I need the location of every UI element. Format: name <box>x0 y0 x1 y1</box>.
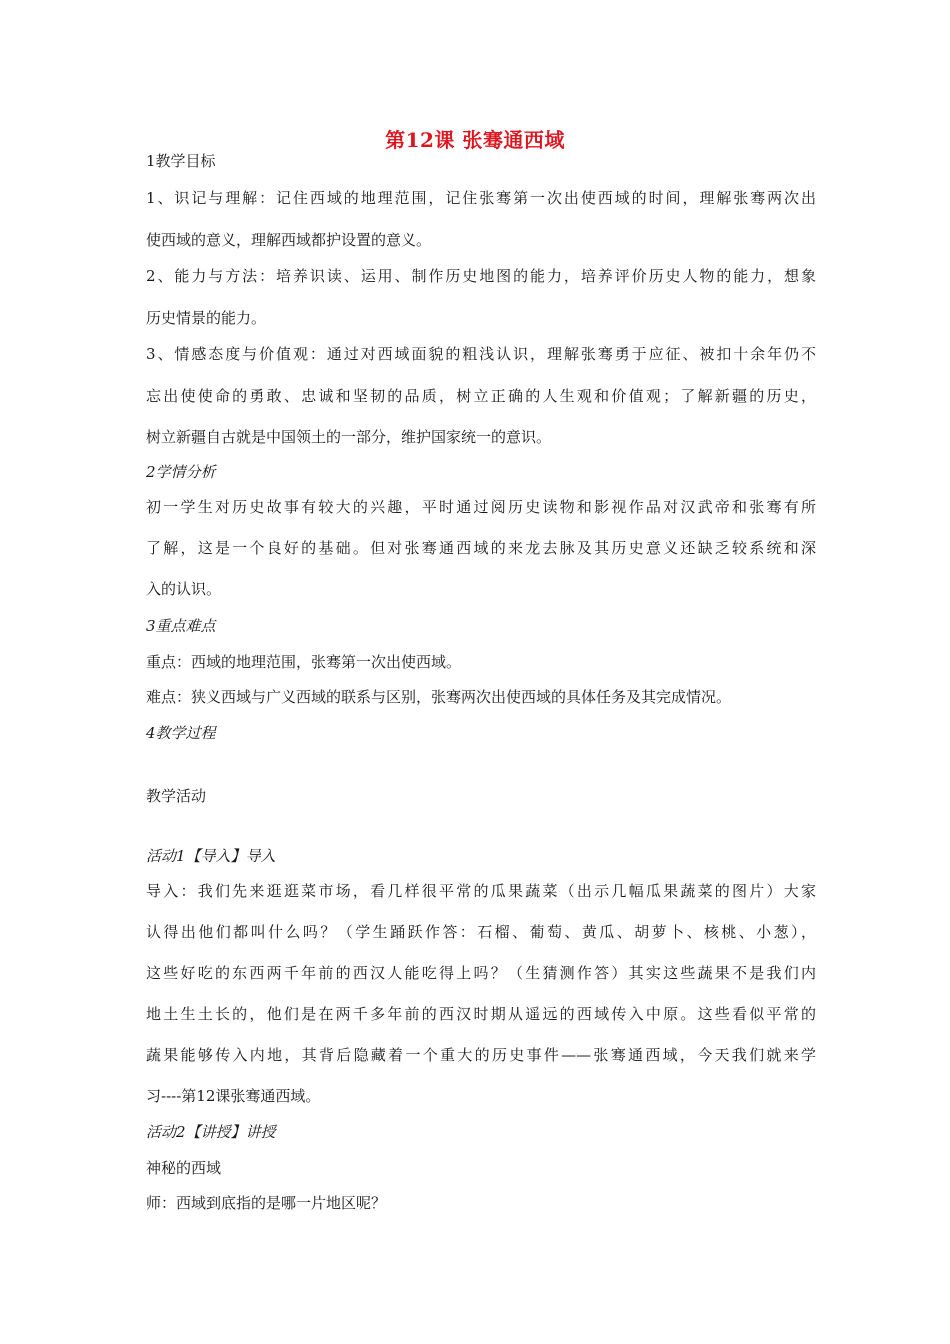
section-heading-key-points: 3重点难点 <box>146 617 216 635</box>
paragraph-line: 忘出使使命的勇敢、忠诚和坚韧的品质，树立正确的人生观和价值观；了解新疆的历史， <box>146 387 816 405</box>
subheading-mysterious-western-regions: 神秘的西域 <box>146 1159 222 1177</box>
section-heading-process: 4教学过程 <box>146 724 216 742</box>
paragraph-line: 地土生土长的，他们是在两千多年前的西汉时期从遥远的西域传入中原。这些看似平常的 <box>146 1005 816 1023</box>
paragraph-line: 使西域的意义，理解西域都护设置的意义。 <box>146 231 432 249</box>
activity-heading-2: 活动2【讲授】讲授 <box>146 1123 276 1141</box>
subheading-activities: 教学活动 <box>146 787 207 805</box>
paragraph-line: 入的认识。 <box>146 580 222 598</box>
paragraph-line: 树立新疆自古就是中国领土的一部分，维护国家统一的意识。 <box>146 428 552 446</box>
paragraph-line: 习----第12课张骞通西域。 <box>146 1087 321 1105</box>
section-heading-objectives: 1教学目标 <box>146 152 216 170</box>
paragraph-line: 1、识记与理解：记住西域的地理范围，记住张骞第一次出使西域的时间，理解张骞两次出 <box>146 189 816 207</box>
paragraph-line: 历史情景的能力。 <box>146 309 267 327</box>
paragraph-line: 重点：西域的地理范围，张骞第一次出使西域。 <box>146 653 462 671</box>
paragraph-line: 了解，这是一个良好的基础。但对张骞通西域的来龙去脉及其历史意义还缺乏较系统和深 <box>146 539 816 557</box>
paragraph-line: 3、情感态度与价值观：通过对西域面貌的粗浅认识，理解张骞勇于应征、被扣十余年仍不 <box>146 345 816 363</box>
activity-heading-1: 活动1【导入】导入 <box>146 847 276 865</box>
paragraph-line: 2、能力与方法：培养识读、运用、制作历史地图的能力，培养评价历史人物的能力，想象 <box>146 267 816 285</box>
paragraph-line: 认得出他们都叫什么吗？（学生踊跃作答：石榴、葡萄、黄瓜、胡萝卜、核桃、小葱）， <box>146 923 816 941</box>
paragraph-line: 师：西域到底指的是哪一片地区呢？ <box>146 1194 387 1212</box>
paragraph-line: 初一学生对历史故事有较大的兴趣，平时通过阅历史读物和影视作品对汉武帝和张骞有所 <box>146 498 816 516</box>
paragraph-line: 难点：狭义西域与广义西域的联系与区别，张骞两次出使西域的具体任务及其完成情况。 <box>146 688 732 706</box>
paragraph-line: 这些好吃的东西两千年前的西汉人能吃得上吗？（生猜测作答）其实这些蔬果不是我们内 <box>146 964 816 982</box>
document-title: 第12课 张骞通西域 <box>385 128 565 152</box>
paragraph-line: 蔬果能够传入内地，其背后隐藏着一个重大的历史事件——张骞通西域，今天我们就来学 <box>146 1046 816 1064</box>
section-heading-analysis: 2学情分析 <box>146 463 216 481</box>
paragraph-line: 导入：我们先来逛逛菜市场，看几样很平常的瓜果蔬菜（出示几幅瓜果蔬菜的图片）大家 <box>146 882 816 900</box>
